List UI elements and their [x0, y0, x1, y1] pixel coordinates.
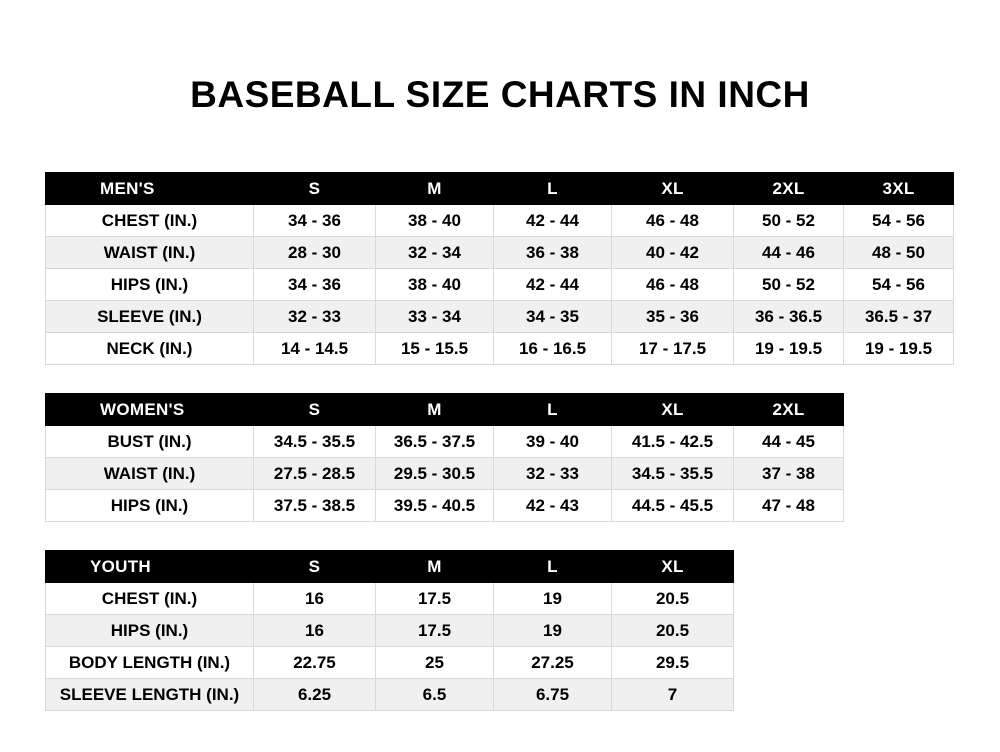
cell: 27.25: [494, 647, 612, 679]
row-label: HIPS (IN.): [46, 490, 254, 522]
mens-table-header: [46, 173, 954, 205]
womens-table-body: [46, 426, 844, 522]
cell: 39.5 - 40.5: [376, 490, 494, 522]
cell: 54 - 56: [844, 205, 954, 237]
cell: 42 - 43: [494, 490, 612, 522]
cell: 29.5 - 30.5: [376, 458, 494, 490]
cell: 39 - 40: [494, 426, 612, 458]
row-label: CHEST (IN.): [46, 583, 254, 615]
womens-header-xl: XL: [612, 394, 734, 426]
womens-header-2xl: 2XL: [734, 394, 844, 426]
table-row: [46, 490, 844, 522]
row-label: CHEST (IN.): [46, 205, 254, 237]
cell: 54 - 56: [844, 269, 954, 301]
row-label: SLEEVE (IN.): [46, 301, 254, 333]
womens-header-label: WOMEN'S: [46, 394, 254, 426]
cell: 34 - 36: [254, 269, 376, 301]
row-label: WAIST (IN.): [46, 458, 254, 490]
cell: 17.5: [376, 583, 494, 615]
womens-table-header: [46, 394, 844, 426]
cell: 28 - 30: [254, 237, 376, 269]
row-label: NECK (IN.): [46, 333, 254, 365]
table-row: [46, 426, 844, 458]
mens-header-m: M: [376, 173, 494, 205]
cell: 44 - 45: [734, 426, 844, 458]
cell: 32 - 34: [376, 237, 494, 269]
cell: 44.5 - 45.5: [612, 490, 734, 522]
cell: 36.5 - 37.5: [376, 426, 494, 458]
womens-header-s: S: [254, 394, 376, 426]
cell: 16 - 16.5: [494, 333, 612, 365]
cell: 17 - 17.5: [612, 333, 734, 365]
youth-header-l: L: [494, 551, 612, 583]
cell: 36 - 38: [494, 237, 612, 269]
cell: 42 - 44: [494, 269, 612, 301]
cell: 14 - 14.5: [254, 333, 376, 365]
mens-header-3xl: 3XL: [844, 173, 954, 205]
table-row: [46, 333, 954, 365]
cell: 20.5: [612, 583, 734, 615]
table-row: [46, 679, 734, 711]
cell: 33 - 34: [376, 301, 494, 333]
youth-table-header: [46, 551, 734, 583]
cell: 36 - 36.5: [734, 301, 844, 333]
tables-container: [0, 172, 1000, 711]
table-header-row: [46, 394, 844, 426]
cell: 46 - 48: [612, 205, 734, 237]
table-header-row: [46, 551, 734, 583]
row-label: HIPS (IN.): [46, 615, 254, 647]
cell: 19: [494, 615, 612, 647]
cell: 19 - 19.5: [734, 333, 844, 365]
table-row: [46, 583, 734, 615]
row-label: WAIST (IN.): [46, 237, 254, 269]
row-label: HIPS (IN.): [46, 269, 254, 301]
youth-header-s: S: [254, 551, 376, 583]
table-spacer: [45, 522, 955, 550]
womens-size-table: [45, 393, 844, 522]
cell: 40 - 42: [612, 237, 734, 269]
cell: 34.5 - 35.5: [254, 426, 376, 458]
mens-header-xl: XL: [612, 173, 734, 205]
cell: 35 - 36: [612, 301, 734, 333]
table-spacer: [45, 365, 955, 393]
cell: 32 - 33: [494, 458, 612, 490]
table-header-row: [46, 173, 954, 205]
table-row: [46, 205, 954, 237]
table-row: [46, 615, 734, 647]
row-label: BUST (IN.): [46, 426, 254, 458]
womens-header-m: M: [376, 394, 494, 426]
cell: 29.5: [612, 647, 734, 679]
youth-header-m: M: [376, 551, 494, 583]
cell: 6.5: [376, 679, 494, 711]
cell: 48 - 50: [844, 237, 954, 269]
cell: 17.5: [376, 615, 494, 647]
table-row: [46, 237, 954, 269]
cell: 34.5 - 35.5: [612, 458, 734, 490]
cell: 15 - 15.5: [376, 333, 494, 365]
cell: 27.5 - 28.5: [254, 458, 376, 490]
table-row: [46, 647, 734, 679]
cell: 46 - 48: [612, 269, 734, 301]
youth-header-label: YOUTH: [46, 551, 254, 583]
cell: 16: [254, 583, 376, 615]
cell: 22.75: [254, 647, 376, 679]
cell: 19: [494, 583, 612, 615]
mens-size-table: [45, 172, 954, 365]
cell: 32 - 33: [254, 301, 376, 333]
womens-header-l: L: [494, 394, 612, 426]
mens-header-label: MEN'S: [46, 173, 254, 205]
mens-header-l: L: [494, 173, 612, 205]
cell: 38 - 40: [376, 205, 494, 237]
cell: 34 - 35: [494, 301, 612, 333]
cell: 16: [254, 615, 376, 647]
youth-table-body: [46, 583, 734, 711]
table-row: [46, 458, 844, 490]
cell: 36.5 - 37: [844, 301, 954, 333]
cell: 44 - 46: [734, 237, 844, 269]
cell: 19 - 19.5: [844, 333, 954, 365]
youth-header-xl: XL: [612, 551, 734, 583]
page-title: BASEBALL SIZE CHARTS IN INCH: [190, 74, 810, 115]
table-row: [46, 301, 954, 333]
cell: 6.75: [494, 679, 612, 711]
cell: 37.5 - 38.5: [254, 490, 376, 522]
cell: 37 - 38: [734, 458, 844, 490]
cell: 20.5: [612, 615, 734, 647]
mens-header-2xl: 2XL: [734, 173, 844, 205]
mens-table-body: [46, 205, 954, 365]
cell: 38 - 40: [376, 269, 494, 301]
cell: 6.25: [254, 679, 376, 711]
row-label: SLEEVE LENGTH (IN.): [46, 679, 254, 711]
cell: 7: [612, 679, 734, 711]
cell: 34 - 36: [254, 205, 376, 237]
table-row: [46, 269, 954, 301]
youth-size-table: [45, 550, 734, 711]
cell: 50 - 52: [734, 269, 844, 301]
cell: 50 - 52: [734, 205, 844, 237]
cell: 25: [376, 647, 494, 679]
row-label: BODY LENGTH (IN.): [46, 647, 254, 679]
mens-header-s: S: [254, 173, 376, 205]
cell: 41.5 - 42.5: [612, 426, 734, 458]
cell: 47 - 48: [734, 490, 844, 522]
cell: 42 - 44: [494, 205, 612, 237]
